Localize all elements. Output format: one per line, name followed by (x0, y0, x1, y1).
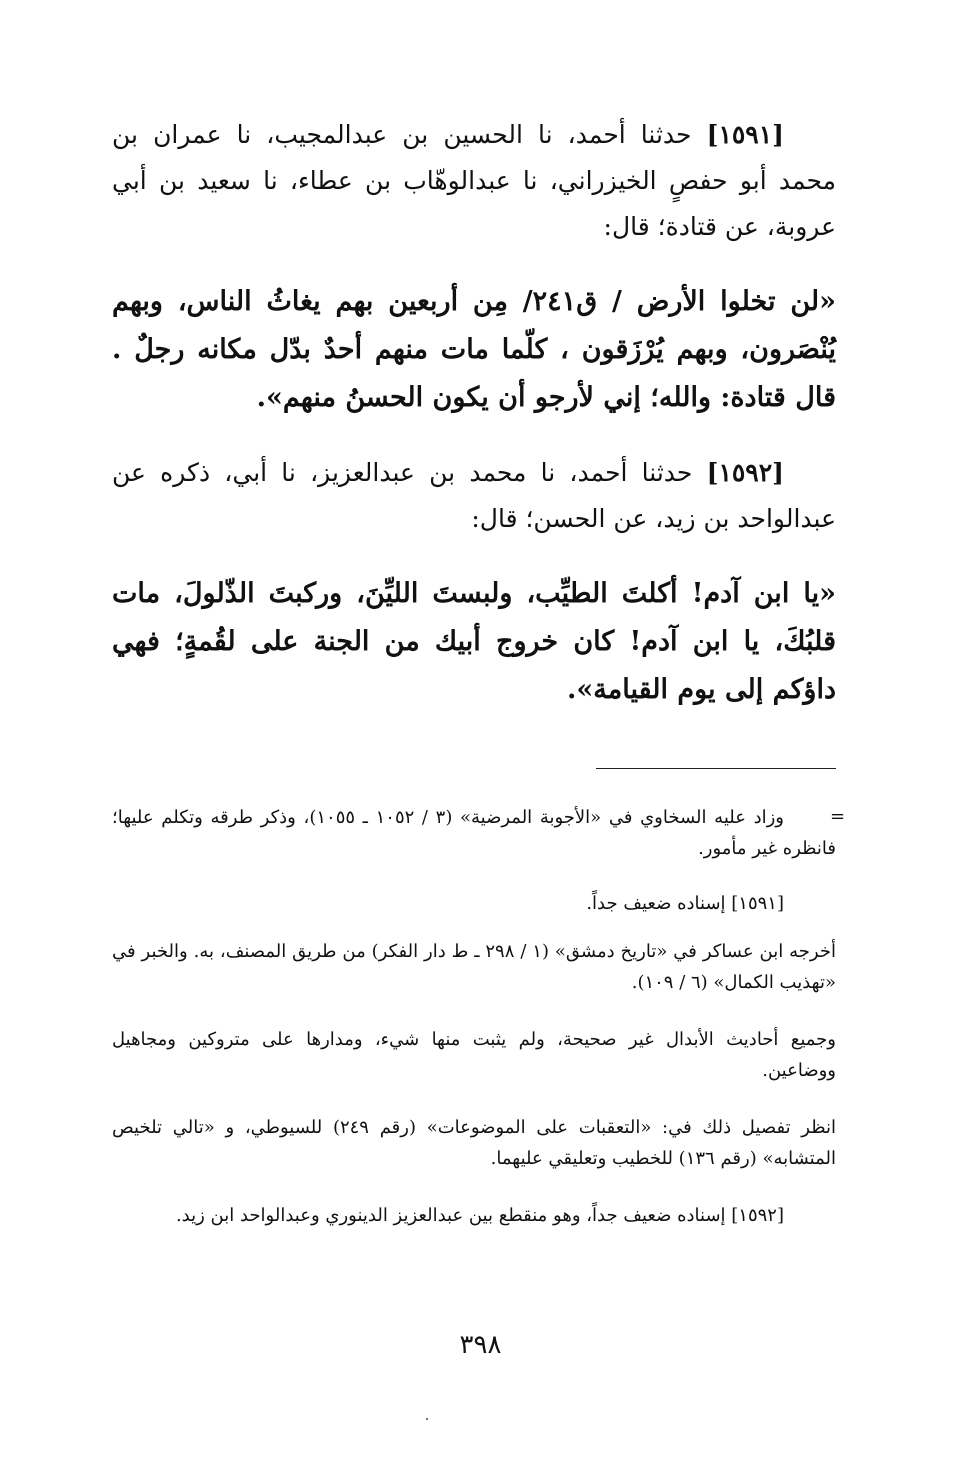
footnote-note6: [١٥٩٢] إسناده ضعيف جداً، وهو منقطع بين عبدالعزيز الدينوري وعبدالواحد ابن زيد. (175, 1205, 784, 1226)
hadith-1592-isnad: حدثنا أحمد، نا محمد بن عبدالعزيز، نا أبي، ذكره عن عبدالواحد بن زيد، عن الحسن؛ قال: (112, 458, 836, 533)
footnote-note5: انظر تفصيل ذلك في: «التعقبات على الموضوعات» (رقم ٢٤٩) للسيوطي، و «تالي تلخيص المتشابه» (رقم ١٣٦) للخطيب وتعليقي عليهما. (112, 1117, 836, 1169)
hadith-1591-number: [١٥٩١] (706, 120, 784, 149)
footnote-continuation-mark: = (830, 806, 846, 827)
footnote-divider (596, 768, 836, 769)
hadith-1592-matn: «يا ابن آدم! أكلتَ الطيِّب، ولبستَ الليِّنَ، وركبتَ الذّلولَ، مات قلبُكَ، يا ابن آدم! كان خروج أبيك من الجنة على لقُمةٍ؛ فهي داؤكم إلى يوم القيامة». (112, 578, 836, 705)
hadith-1592-number: [١٥٩٢] (706, 458, 784, 487)
footnote-note3: أخرجه ابن عساكر في «تاريخ دمشق» (١ / ٢٩٨ ـ ط دار الفكر) من طريق المصنف، به. والخبر في «تهذيب الكمال» (٦ / ١٠٩). (112, 941, 836, 993)
hadith-1592-isnad-paragraph (112, 450, 836, 542)
hadith-1591-matn: «لن تخلوا الأرض / ق٢٤١/ مِن أربعين بهم يغاثُ الناس، وبهم يُنْصَرون، وبهم يُرْزَقون ، كلّما مات منهم أحدٌ بدّل مكانه رجلٌ . قال قتادة: والله؛ إني لأرجو أن يكون الحسنُ منهم». (112, 286, 836, 413)
hadith-1591-isnad: حدثنا أحمد، نا الحسين بن عبدالمجيب، نا عمران بن محمد أبو حفصٍ الخيزراني، نا عبدالوهّاب بن عطاء، نا سعيد بن أبي عروبة، عن قتادة؛ قال: (112, 120, 836, 241)
page-number: ٣٩٨ (459, 1330, 502, 1360)
footnote-note2: [١٥٩١] إسناده ضعيف جداً. (586, 893, 784, 914)
footnote-note4: وجميع أحاديث الأبدال غير صحيحة، ولم يثبت منها شيء، ومدارها على متروكين ومجاهيل ووضاعين. (112, 1029, 836, 1081)
scan-dot (426, 1418, 428, 1420)
footnote-note1: وزاد عليه السخاوي في «الأجوبة المرضية» (٣ / ١٠٥٢ ـ ١٠٥٥)، وذكر طرقه وتكلم عليها؛ فانظره غير مأمور. (112, 807, 836, 859)
hadith-1591-isnad-paragraph (112, 112, 836, 250)
